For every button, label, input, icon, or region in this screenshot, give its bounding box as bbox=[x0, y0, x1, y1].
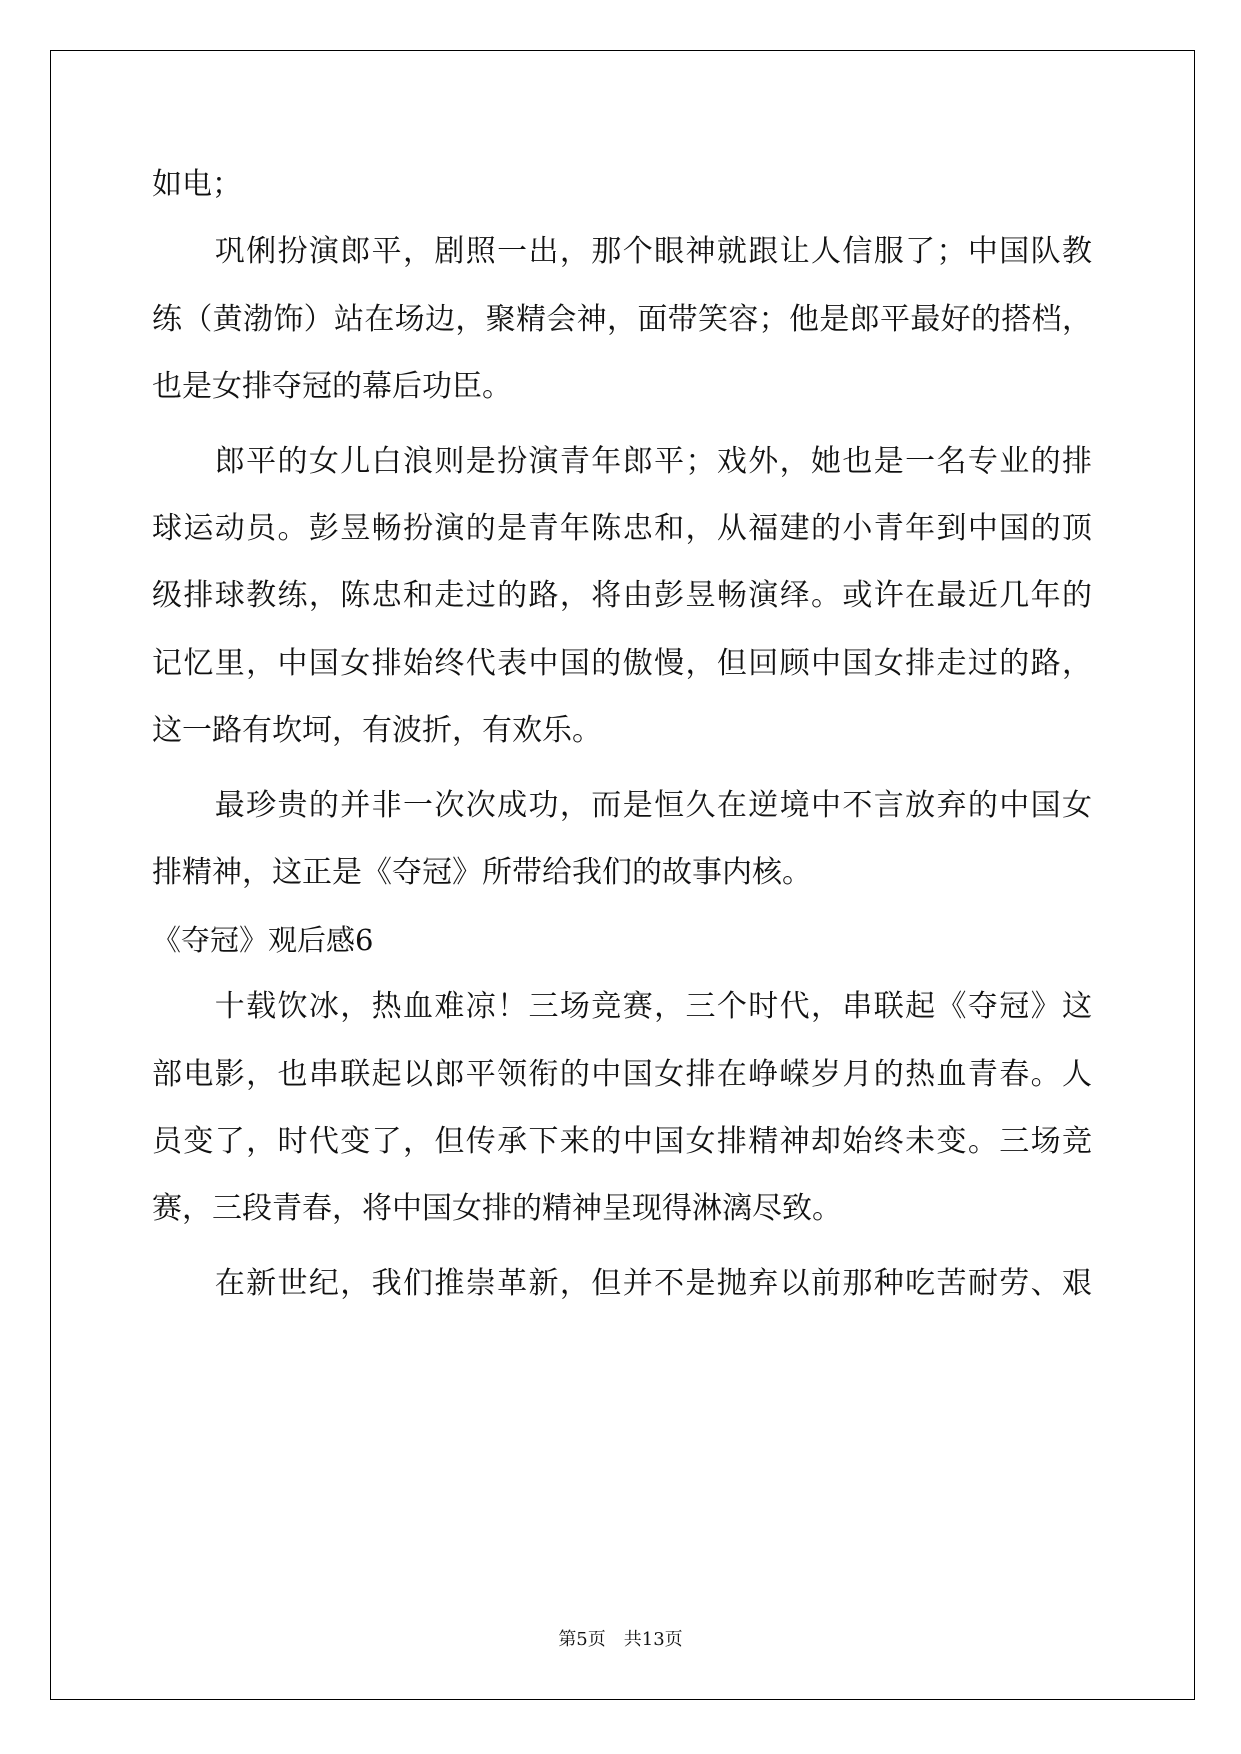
paragraph-line: 郎平的女儿白浪则是扮演青年郎平；戏外，她也是一名专业的排 bbox=[152, 444, 1092, 479]
paragraph-line: 练（黄渤饰）站在场边，聚精会神，面带笑容；他是郎平最好的搭档， bbox=[152, 302, 1092, 337]
paragraph-line: 在新世纪，我们推崇革新，但并不是抛弃以前那种吃苦耐劳、艰 bbox=[152, 1266, 1092, 1301]
paragraph-line: 员变了，时代变了，但传承下来的中国女排精神却始终未变。三场竞 bbox=[152, 1124, 1092, 1159]
paragraph-line: 十载饮冰，热血难凉！三场竞赛，三个时代，串联起《夺冠》这 bbox=[152, 989, 1092, 1024]
section-heading: 《夺冠》观后感6 bbox=[152, 923, 374, 957]
paragraph-line: 赛，三段青春，将中国女排的精神呈现得淋漓尽致。 bbox=[152, 1191, 842, 1226]
paragraph-line: 最珍贵的并非一次次成功，而是恒久在逆境中不言放弃的中国女 bbox=[152, 788, 1092, 823]
paragraph-line: 级排球教练，陈忠和走过的路，将由彭昱畅演绎。或许在最近几年的 bbox=[152, 578, 1092, 613]
paragraph-line: 记忆里，中国女排始终代表中国的傲慢，但回顾中国女排走过的路， bbox=[152, 646, 1092, 681]
page-number: 第5页 共13页 bbox=[558, 1629, 683, 1650]
paragraph-line: 部电影，也串联起以郎平领衔的中国女排在峥嵘岁月的热血青春。人 bbox=[152, 1057, 1092, 1092]
paragraph-line: 排精神，这正是《夺冠》所带给我们的故事内核。 bbox=[152, 855, 812, 890]
page-footer bbox=[0, 1625, 1241, 1651]
text-line: 如电； bbox=[152, 167, 242, 202]
paragraph-line: 巩俐扮演郎平，剧照一出，那个眼神就跟让人信服了；中国队教 bbox=[152, 234, 1092, 269]
paragraph-line: 也是女排夺冠的幕后功臣。 bbox=[152, 369, 512, 404]
paragraph-line: 球运动员。彭昱畅扮演的是青年陈忠和，从福建的小青年到中国的顶 bbox=[152, 511, 1092, 546]
paragraph-line: 这一路有坎坷，有波折，有欢乐。 bbox=[152, 713, 602, 748]
